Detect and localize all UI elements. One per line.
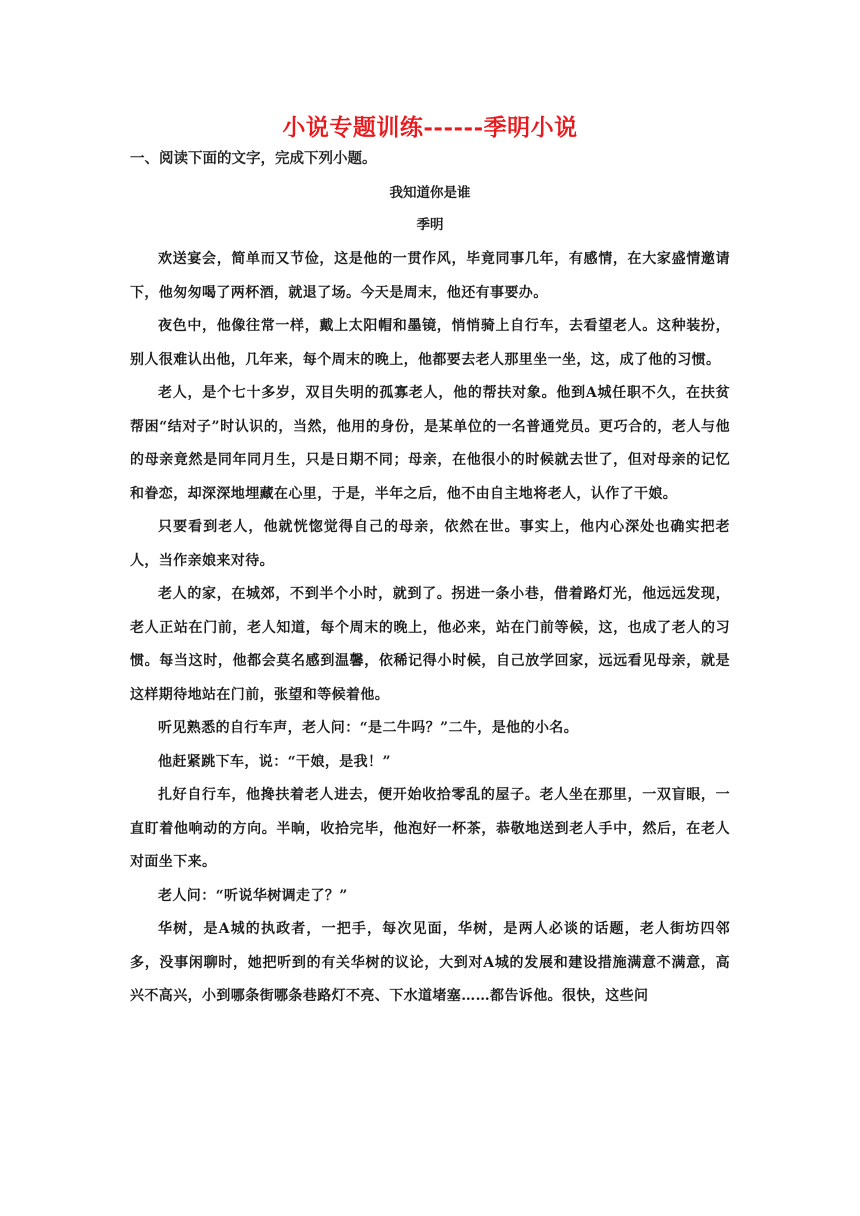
paragraph-7: 他赶紧跳下车，说：“干娘，是我！” bbox=[158, 753, 391, 770]
story-author: 季明 bbox=[416, 217, 444, 233]
document-page bbox=[130, 108, 730, 1014]
story-title: 我知道你是谁 bbox=[389, 185, 471, 201]
question-instruction: 一、阅读下面的文字，完成下列小题。 bbox=[130, 150, 377, 167]
paragraph-1: 欢送宴会，简单而又节俭，这是他的一贯作风，毕竟同事几年，有感情，在大家盛情邀请下，他匆匆喝了两杯酒，就退了场。今天是周末，他还有事要办。 bbox=[130, 251, 730, 301]
story-body bbox=[130, 243, 730, 1014]
paragraph-4: 只要看到老人，他就恍惚觉得自己的母亲，依然在世。事实上，他内心深处也确实把老人，当作亲娘来对待。 bbox=[130, 519, 730, 569]
paragraph-3: 老人，是个七十多岁，双目失明的孤寡老人，他的帮扶对象。他到A城任职不久，在扶贫帮困“结对子”时认识的，当然，他用的身份，是某单位的一名普通党员。更巧合的，老人与他的母亲竟然是同年同月生，只是日期不同；母亲，在他很小的时候就去世了，但对母亲的记忆和眷恋，却深深地埋藏在心里，于是，半年之后，他不由自主地将老人，认作了干娘。 bbox=[130, 385, 730, 502]
paragraph-6: 听见熟悉的自行车声，老人问：“是二牛吗？”二牛，是他的小名。 bbox=[158, 720, 579, 736]
paragraph-2: 夜色中，他像往常一样，戴上太阳帽和墨镜，悄悄骑上自行车，去看望老人。这种装扮，别人很难认出他，几年来，每个周末的晚上，他都要去老人那里坐一坐，这，成了他的习惯。 bbox=[130, 318, 730, 368]
paragraph-9: 老人问：“听说华树调走了？” bbox=[158, 887, 348, 904]
paragraph-5: 老人的家，在城郊，不到半个小时，就到了。拐进一条小巷，借着路灯光，他远远发现，老人正站在门前，老人知道，每个周末的晚上，他必来，站在门前等候，这，也成了老人的习惯。每当这时，他都会莫名感到温馨，依稀记得小时候，自己放学回家，远远看见母亲，就是这样期待地站在门前，张望和等候着他。 bbox=[130, 586, 730, 703]
paragraph-8: 扎好自行车，他搀扶着老人进去，便开始收拾零乱的屋子。老人坐在那里，一双盲眼，一直盯着他响动的方向。半晌，收拾完毕，他泡好一杯茶，恭敬地送到老人手中，然后，在老人对面坐下来。 bbox=[130, 787, 730, 870]
document-title: 小说专题训练------季明小说 bbox=[282, 114, 578, 141]
paragraph-10: 华树，是A城的执政者，一把手，每次见面，华树，是两人必谈的话题，老人街坊四邻多，没事闲聊时，她把听到的有关华树的议论，大到对A城的发展和建设措施满意不满意，高兴不高兴，小到哪条街哪条巷路灯不亮、下水道堵塞……都告诉他。很快，这些问 bbox=[130, 921, 730, 1004]
